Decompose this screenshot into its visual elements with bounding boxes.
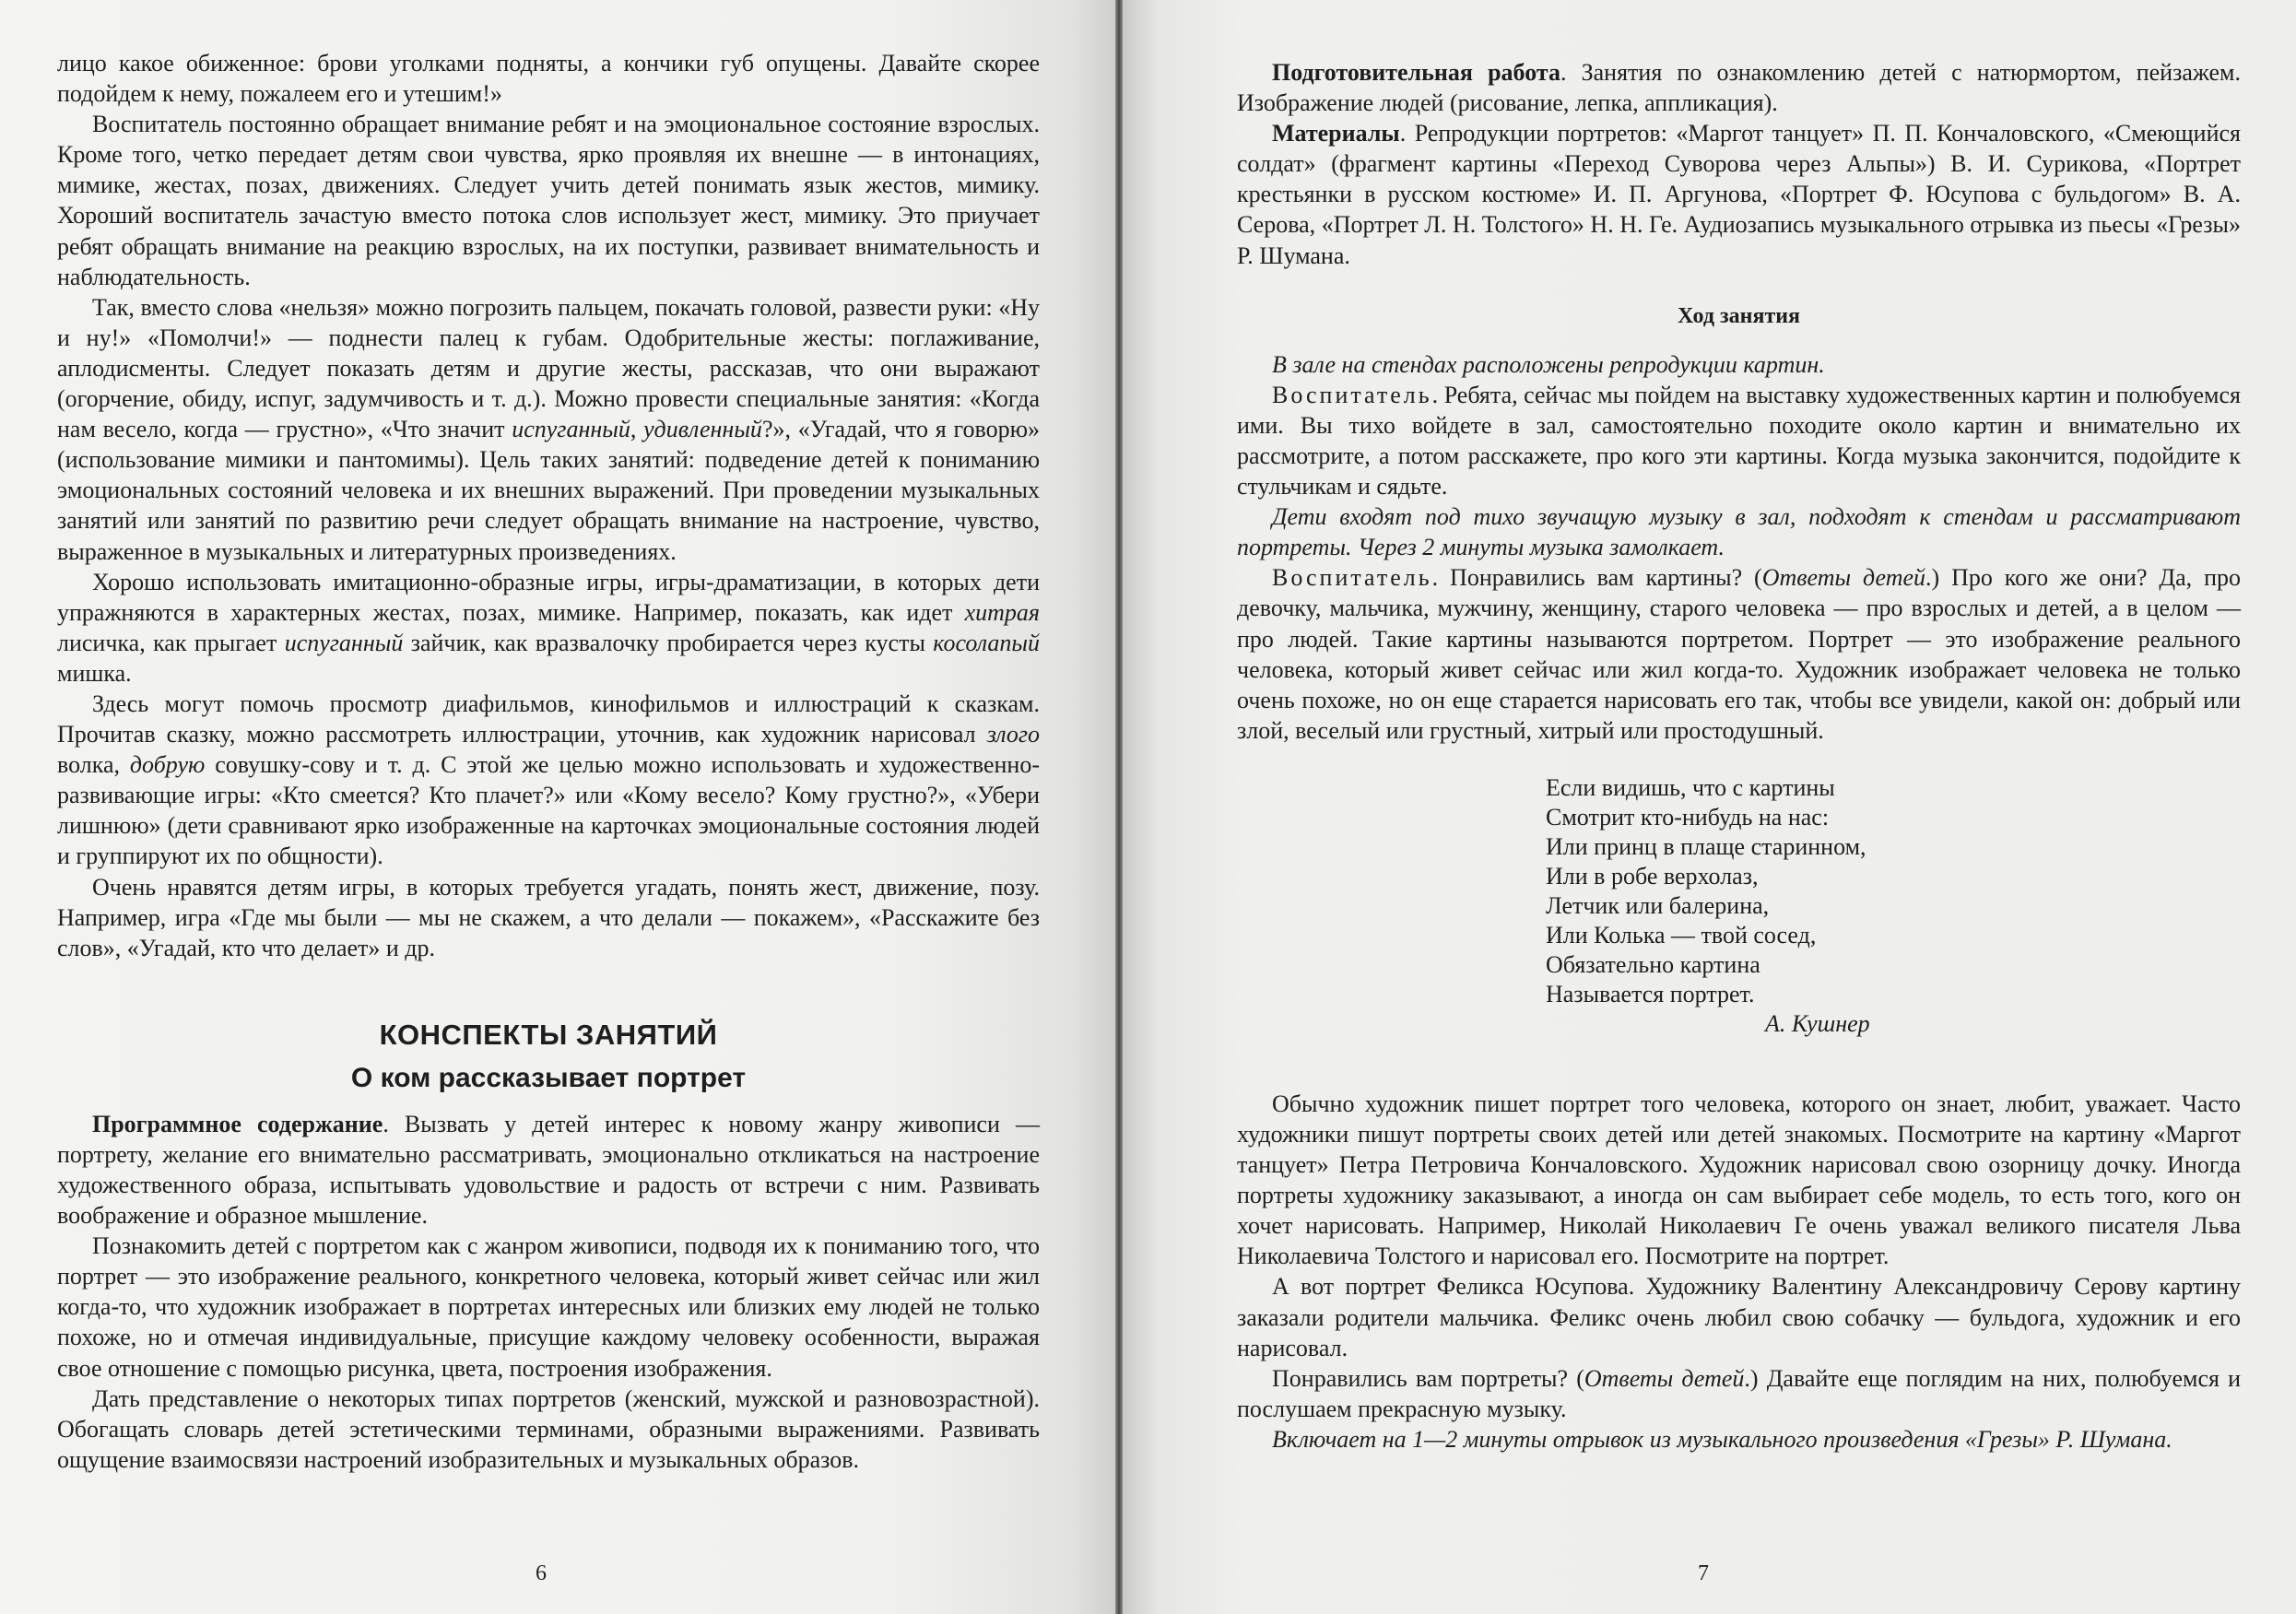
paragraph: Хорошо использовать имитационно-образные игры, игры-драматизации, в которых дети упражняются в характерных жестах, позах, мимике. Например, показать, как идет хитрая лисичка, как прыгает испуганный зайчик, как вразвалочку пробирается через кусты косолапый мишка. (57, 568, 1040, 687)
poem (1546, 773, 2241, 1039)
program-content-paragraph: Программное содержание. Вызвать у детей интерес к новому жанру живописи — портрету, желание его внимательно рассматривать, эмоционально откликаться на настроение художественного образа, испытывать удовольствие и радость от встречи с ним. Развивать воображение и образное мышление. (57, 1110, 1040, 1230)
course-title: Ход занятия (1677, 303, 1801, 328)
preparation-paragraph: Подготовительная работа. Занятия по ознакомлению детей с натюрмортом, пейзажем. Изображение людей (рисование, лепка, аппликация). (1237, 59, 2241, 117)
page-number: 7 (1698, 1561, 1709, 1585)
poem-line: Или принц в плаще старинном, (1546, 832, 1866, 860)
paragraph: Очень нравятся детям игры, в которых требуется угадать, понять жест, движение, позу. Например, игра «Где мы были — мы не скажем, а что делали — покажем», «Расскажите без слов», «Угадай, кто что делает» и др. (57, 873, 1040, 961)
materials-paragraph: Материалы. Репродукции портретов: «Маргот танцует» П. П. Кончаловского, «Смеющийся солдат» (фрагмент картины «Переход Суворова через Альпы») В. И. Сурикова, «Портрет крестьянки в русском костюме» И. П. Аргунова, «Портрет Ф. Юсупова с бульдогом» В. А. Серова, «Портрет Л. Н. Толстого» Н. Н. Ге. Аудиозапись музыкального отрывка из пьесы «Грезы» Р. Шумана. (1237, 120, 2241, 269)
poem-line: Летчик или балерина, (1546, 891, 1770, 919)
teacher-speech: Воспитатель. Понравились вам картины? (Ответы детей.) Про кого же они? Да, про девочку, мальчика, мужчину, женщину, старого человека — про взрослых и детей, а в целом — про людей. Такие картины называются портретом. Портрет — это изображение реального человека, который живет сейчас или жил когда-то. Художник изображает человека не только очень похоже, но он еще старается нарисовать его так, чтобы все увидели, какой он: добрый или злой, веселый или грустный, хитрый или простодушный. (1237, 564, 2241, 744)
paragraph: Познакомить детей с портретом как с жанром живописи, подводя их к пониманию того, что портрет — это изображение реального, конкретного человека, который живет сейчас или жил когда-то, что художник изображает в портретах интересных или близких ему людей не только похоже, но и отмечая индивидуальные, присущие каждому человеку особенности, выражая свое отношение с помощью рисунка, цвета, построения изображения. (57, 1232, 1040, 1382)
left-page (0, 0, 1115, 1614)
paragraph: Понравились вам портреты? (Ответы детей.) Давайте еще поглядим на них, полюбуемся и послушаем прекрасную музыку. (1237, 1364, 2241, 1422)
paragraph: Воспитатель постоянно обращает внимание ребят и на эмоциональное состояние взрослых. Кроме того, четко передает детям свои чувства, ярко проявляя их внешне — в интонациях, мимике, жестах, позах, движениях. Следует учить детей понимать язык жестов, мимику. Хороший воспитатель зачастую вместо потока слов использует жест, мимику. Это приучает ребят обращать внимание на реакцию взрослых, на их поступки, развивает внимательность и наблюдательность. (57, 111, 1040, 290)
stage-direction: Дети входят под тихо звучащую музыку в зал, подходят к стендам и рассматривают портреты. Через 2 минуты музыка замолкает. (1237, 503, 2241, 561)
page-number: 6 (536, 1561, 547, 1585)
paragraph: Дать представление о некоторых типах портретов (женский, мужской и разновозрастной). Обогащать словарь детей эстетическими терминами, образными выражениями. Развивать ощущение взаимосвязи настроений изобразительных и музыкальных образов. (57, 1384, 1040, 1473)
book-gutter (1115, 0, 1123, 1614)
lesson-title: О ком рассказывает портрет (350, 1062, 747, 1093)
paragraph: лицо какое обиженное: брови уголками подняты, а кончики губ опущены. Давайте скорее подойдем к нему, пожалеем его и утешим!» (57, 50, 1040, 108)
poem-line: Или в робе верхолаз, (1546, 862, 1759, 889)
section-title: КОНСПЕКТЫ ЗАНЯТИЙ (379, 1018, 718, 1051)
right-page (1123, 0, 2296, 1614)
poem-line: Если видишь, что с картины (1546, 773, 1835, 801)
paragraph: Так, вместо слова «нельзя» можно погрозить пальцем, покачать головой, развести руки: «Ну и ну!» «Помолчи!» — поднести палец к губам. Одобрительные жесты: поглаживание, аплодисменты. Следует показать детям и другие жесты, рассказав, что они выражают (огорчение, обиду, испуг, задумчивость и т. д.). Можно провести специальные занятия: «Когда нам весело, когда — грустно», «Что значит испуганный, удивленный?», «Угадай, что я говорю» (использование мимики и пантомимы). Цель таких занятий: подведение детей к пониманию эмоциональных состояний человека и их внешних выражений. При проведении музыкальных занятий или занятий по развитию речи следует обращать внимание на настроение, чувство, выраженное в музыкальных и литературных произведениях. (57, 293, 1040, 565)
poem-author: А. Кушнер (1765, 1009, 1870, 1037)
paragraph: А вот портрет Феликса Юсупова. Художнику Валентину Александровичу Серову картину заказали родители мальчика. Феликс очень любил свою собачку — бульдога, художник и его нарисовал. (1237, 1273, 2241, 1361)
stage-direction: Включает на 1—2 минуты отрывок из музыкального произведения «Грезы» Р. Шумана. (1272, 1425, 2172, 1453)
poem-line: Называется портрет. (1546, 980, 1755, 1007)
poem-line: Или Колька — твой сосед, (1546, 921, 1817, 948)
paragraph: Обычно художник пишет портрет того человека, которого он знает, любит, уважает. Часто художники пишут портреты своих детей или детей знакомых. Посмотрите на картину «Маргот танцует» Петра Петровича Кончаловского. Художник нарисовал свою озорницу дочку. Иногда портреты художнику заказывают, а иногда он сам выбирает себе модель, то есть того, кого он хочет нарисовать. Например, Николай Николаевич Ге очень уважал великого писателя Льва Николаевича Толстого и нарисовал его. Посмотрите на портрет. (1237, 1090, 2241, 1270)
poem-line: Обязательно картина (1546, 950, 1760, 978)
teacher-speech: Воспитатель. Ребята, сейчас мы пойдем на выставку художественных картин и полюбуемся ими. Вы тихо войдете в зал, самостоятельно походите около картин и внимательно их рассмотрите, а потом расскажете, про кого эти картины. Когда музыка закончится, подойдите к стульчикам и сядьте. (1237, 381, 2241, 501)
stage-direction: В зале на стендах расположены репродукции картин. (1272, 350, 1825, 378)
poem-line: Смотрит кто-нибудь на нас: (1546, 803, 1830, 831)
paragraph: Здесь могут помочь просмотр диафильмов, кинофильмов и иллюстраций к сказкам. Прочитав сказку, можно рассмотреть иллюстрации, уточнив, как художник нарисовал злого волка, добрую совушку-сову и т. д. С этой же целью можно использовать и художественно-развивающие игры: «Кто смеется? Кто плачет?» или «Кому весело? Кому грустно?», «Убери лишнюю» (дети сравнивают ярко изображенные на карточках эмоциональные состояния людей и группируют их по общности). (57, 689, 1041, 870)
